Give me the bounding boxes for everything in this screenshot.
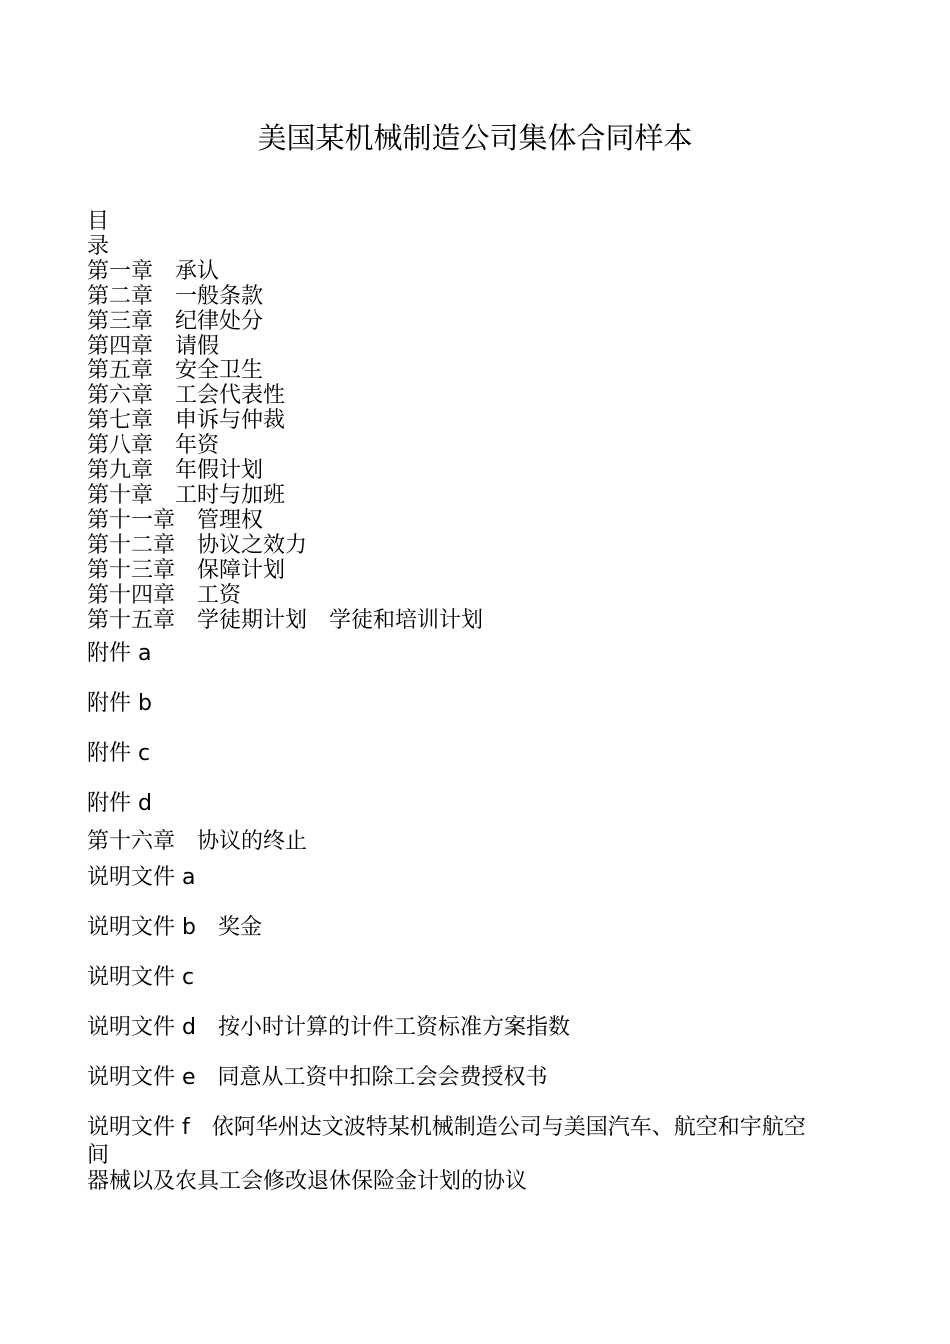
chapter-name: 年资 [175, 433, 220, 459]
toc-chapter-6 [87, 384, 877, 409]
explanation-a [87, 863, 877, 893]
chapter-name: 请假 [175, 333, 220, 359]
chapter-number: 第四章 [87, 333, 154, 359]
explanation-f [87, 1113, 877, 1143]
toc-chapter-1 [87, 260, 877, 285]
chapter-name: 一般条款 [175, 283, 264, 309]
explanation-label: 说明文件 b [87, 915, 196, 941]
table-of-contents [87, 210, 877, 1195]
explanation-label: 说明文件 e [87, 1065, 196, 1091]
attachment-c: 附件 c [87, 741, 151, 767]
chapter-name: 保障计划 [197, 557, 286, 583]
attachment-d: 附件 d [87, 791, 152, 817]
chapter-number: 第十章 [87, 482, 154, 508]
explanation-text: 奖金 [217, 915, 262, 941]
toc-chapter-4 [87, 335, 877, 360]
chapter-name: 年假计划 [175, 458, 264, 484]
chapter-number: 第六章 [87, 383, 154, 409]
chapter-name: 申诉与仲裁 [175, 408, 286, 434]
chapter-number: 第七章 [87, 408, 154, 434]
chapter-number: 第九章 [87, 458, 154, 484]
chapter-name: 纪律处分 [175, 308, 264, 334]
chapter-subtitle: 学徒和培训计划 [329, 607, 484, 633]
explanation-label: 说明文件 c [87, 965, 195, 991]
chapter-number: 第十三章 [87, 557, 176, 583]
toc-chapter-12 [87, 534, 877, 559]
toc-chapter-5 [87, 359, 877, 384]
toc-chapter-8 [87, 434, 877, 459]
chapter-name: 学徒期计划 [197, 607, 308, 633]
chapter-number: 第八章 [87, 433, 154, 459]
document-title: 美国某机械制造公司集体合同样本 [257, 121, 693, 155]
chapter-number: 第十二章 [87, 532, 176, 558]
explanation-c [87, 963, 877, 993]
toc-chapter-16 [87, 827, 877, 857]
chapter-name: 安全卫生 [175, 358, 264, 384]
explanation-e [87, 1063, 877, 1093]
attachment-a: 附件 a [87, 641, 152, 667]
toc-chapter-11 [87, 509, 877, 534]
chapter-number: 第十一章 [87, 507, 176, 533]
toc-chapter-10 [87, 484, 877, 509]
toc-chapter-13 [87, 559, 877, 584]
explanation-text: 按小时计算的计件工资标准方案指数 [217, 1015, 570, 1041]
explanation-f-wrap: 间 [87, 1143, 110, 1169]
explanation-label: 说明文件 f [87, 1115, 190, 1141]
toc-chapter-7 [87, 409, 877, 434]
chapter-number: 第十五章 [87, 607, 176, 633]
chapter-number: 第二章 [87, 283, 154, 309]
chapter-name: 工资 [197, 582, 242, 608]
chapter-number: 第一章 [87, 258, 154, 284]
toc-chapter-2 [87, 285, 877, 310]
chapter-name: 协议的终止 [197, 829, 308, 855]
chapter-number: 第三章 [87, 308, 154, 334]
chapter-name: 承认 [175, 258, 220, 284]
chapter-name: 工时与加班 [175, 482, 286, 508]
toc-chapter-9 [87, 459, 877, 484]
explanation-text: 依阿华州达文波特某机械制造公司与美国汽车、航空和宇航空 [211, 1115, 806, 1141]
toc-heading-1: 目 [87, 209, 110, 234]
explanation-text: 同意从工资中扣除工会会费授权书 [217, 1065, 548, 1091]
explanation-d [87, 1013, 877, 1043]
toc-chapter-3 [87, 310, 877, 335]
attachment-b: 附件 b [87, 691, 152, 717]
toc-chapter-14 [87, 584, 877, 609]
explanation-f-continued: 器械以及农具工会修改退休保险金计划的协议 [87, 1169, 528, 1195]
chapter-name: 管理权 [197, 507, 264, 533]
chapter-number: 第五章 [87, 358, 154, 384]
toc-chapter-15 [87, 609, 877, 634]
explanation-label: 说明文件 d [87, 1015, 196, 1041]
explanation-label: 说明文件 a [87, 865, 196, 891]
chapter-number: 第十四章 [87, 582, 176, 608]
chapter-number: 第十六章 [87, 829, 176, 855]
explanation-b [87, 913, 877, 943]
chapter-name: 工会代表性 [175, 383, 286, 409]
toc-heading-2: 录 [87, 233, 110, 259]
chapter-name: 协议之效力 [197, 532, 308, 558]
